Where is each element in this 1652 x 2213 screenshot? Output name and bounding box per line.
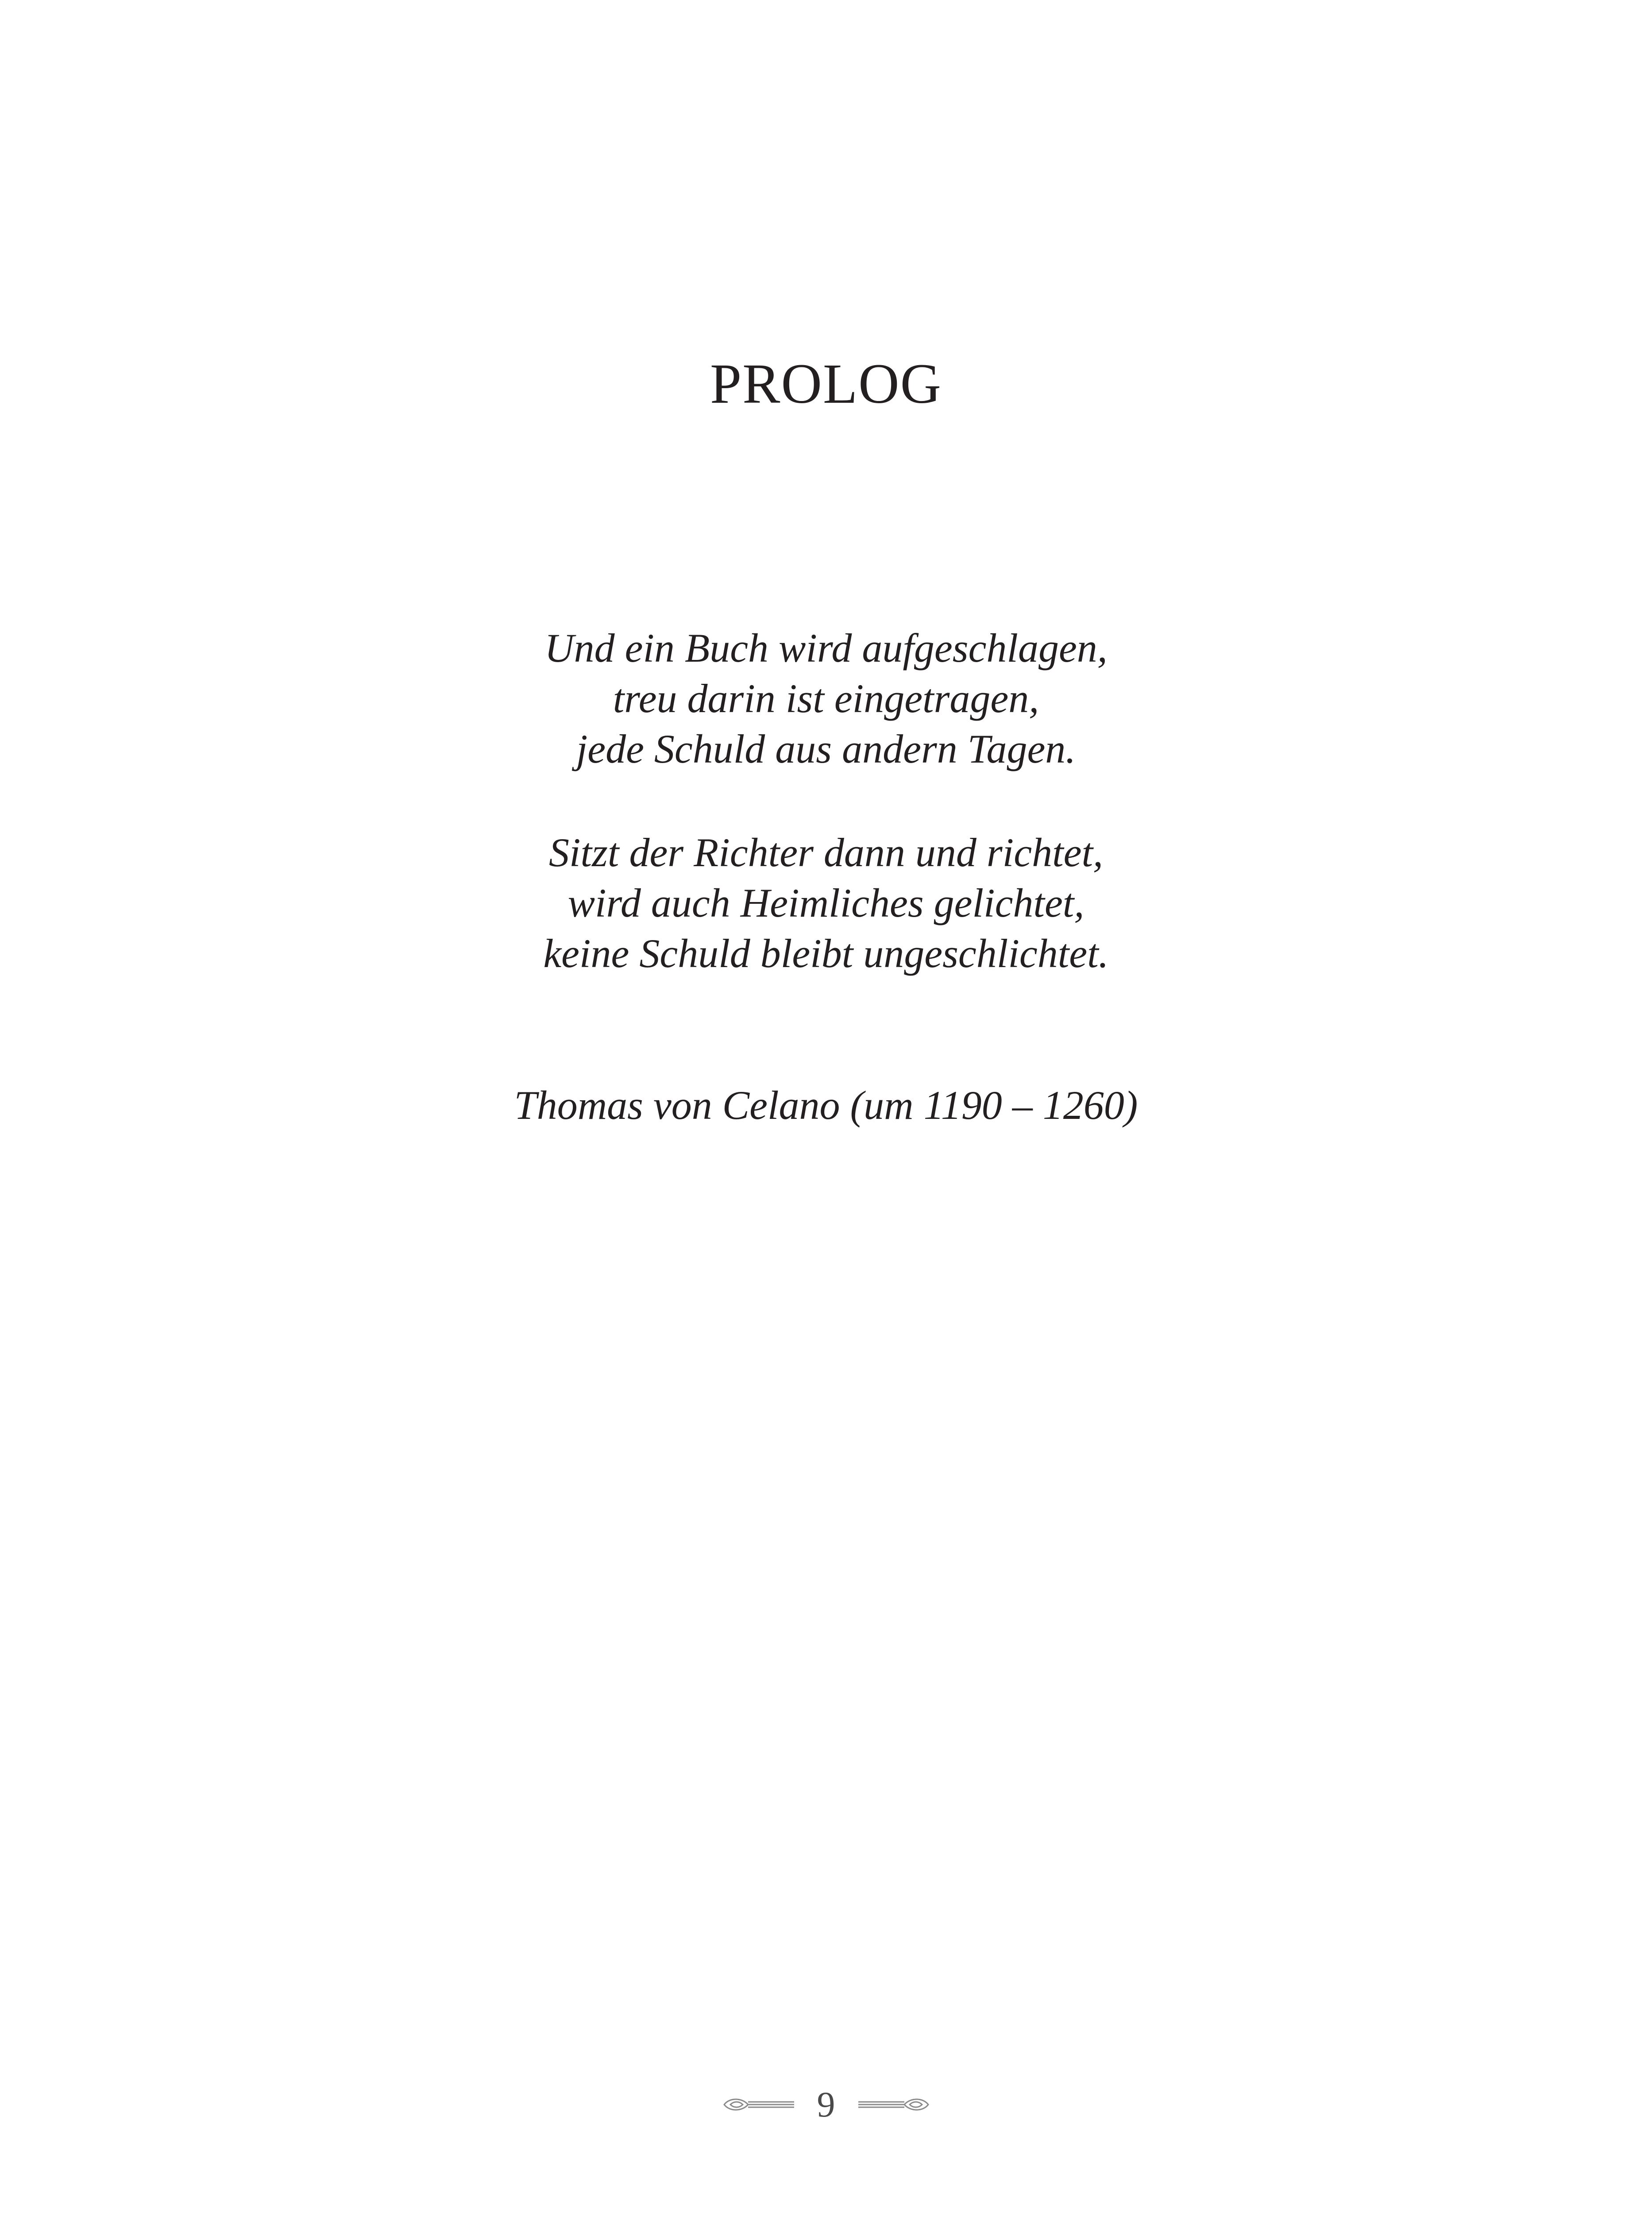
poem-attribution: Thomas von Celano (um 1190 – 1260): [514, 1083, 1138, 1128]
poem-stanza-1: [0, 623, 1652, 774]
poem-line: keine Schuld bleibt ungeschlichtet.: [543, 931, 1109, 976]
poem-line: Sitzt der Richter dann und richtet,: [548, 830, 1104, 875]
right-scroll-ornament-icon: [857, 2091, 932, 2118]
left-scroll-ornament-icon: [721, 2091, 796, 2118]
poem-line: Und ein Buch wird aufgeschlagen,: [544, 625, 1108, 671]
page-number: 9: [817, 2084, 835, 2124]
poem-line: jede Schuld aus andern Tagen.: [576, 726, 1076, 771]
poem-line: treu darin ist eingetragen,: [613, 676, 1039, 721]
poem-stanza-2: [0, 827, 1652, 979]
page-title: PROLOG: [710, 352, 942, 415]
page-footer: [0, 2082, 1652, 2127]
poem-line: wird auch Heimliches gelichtet,: [567, 880, 1085, 925]
